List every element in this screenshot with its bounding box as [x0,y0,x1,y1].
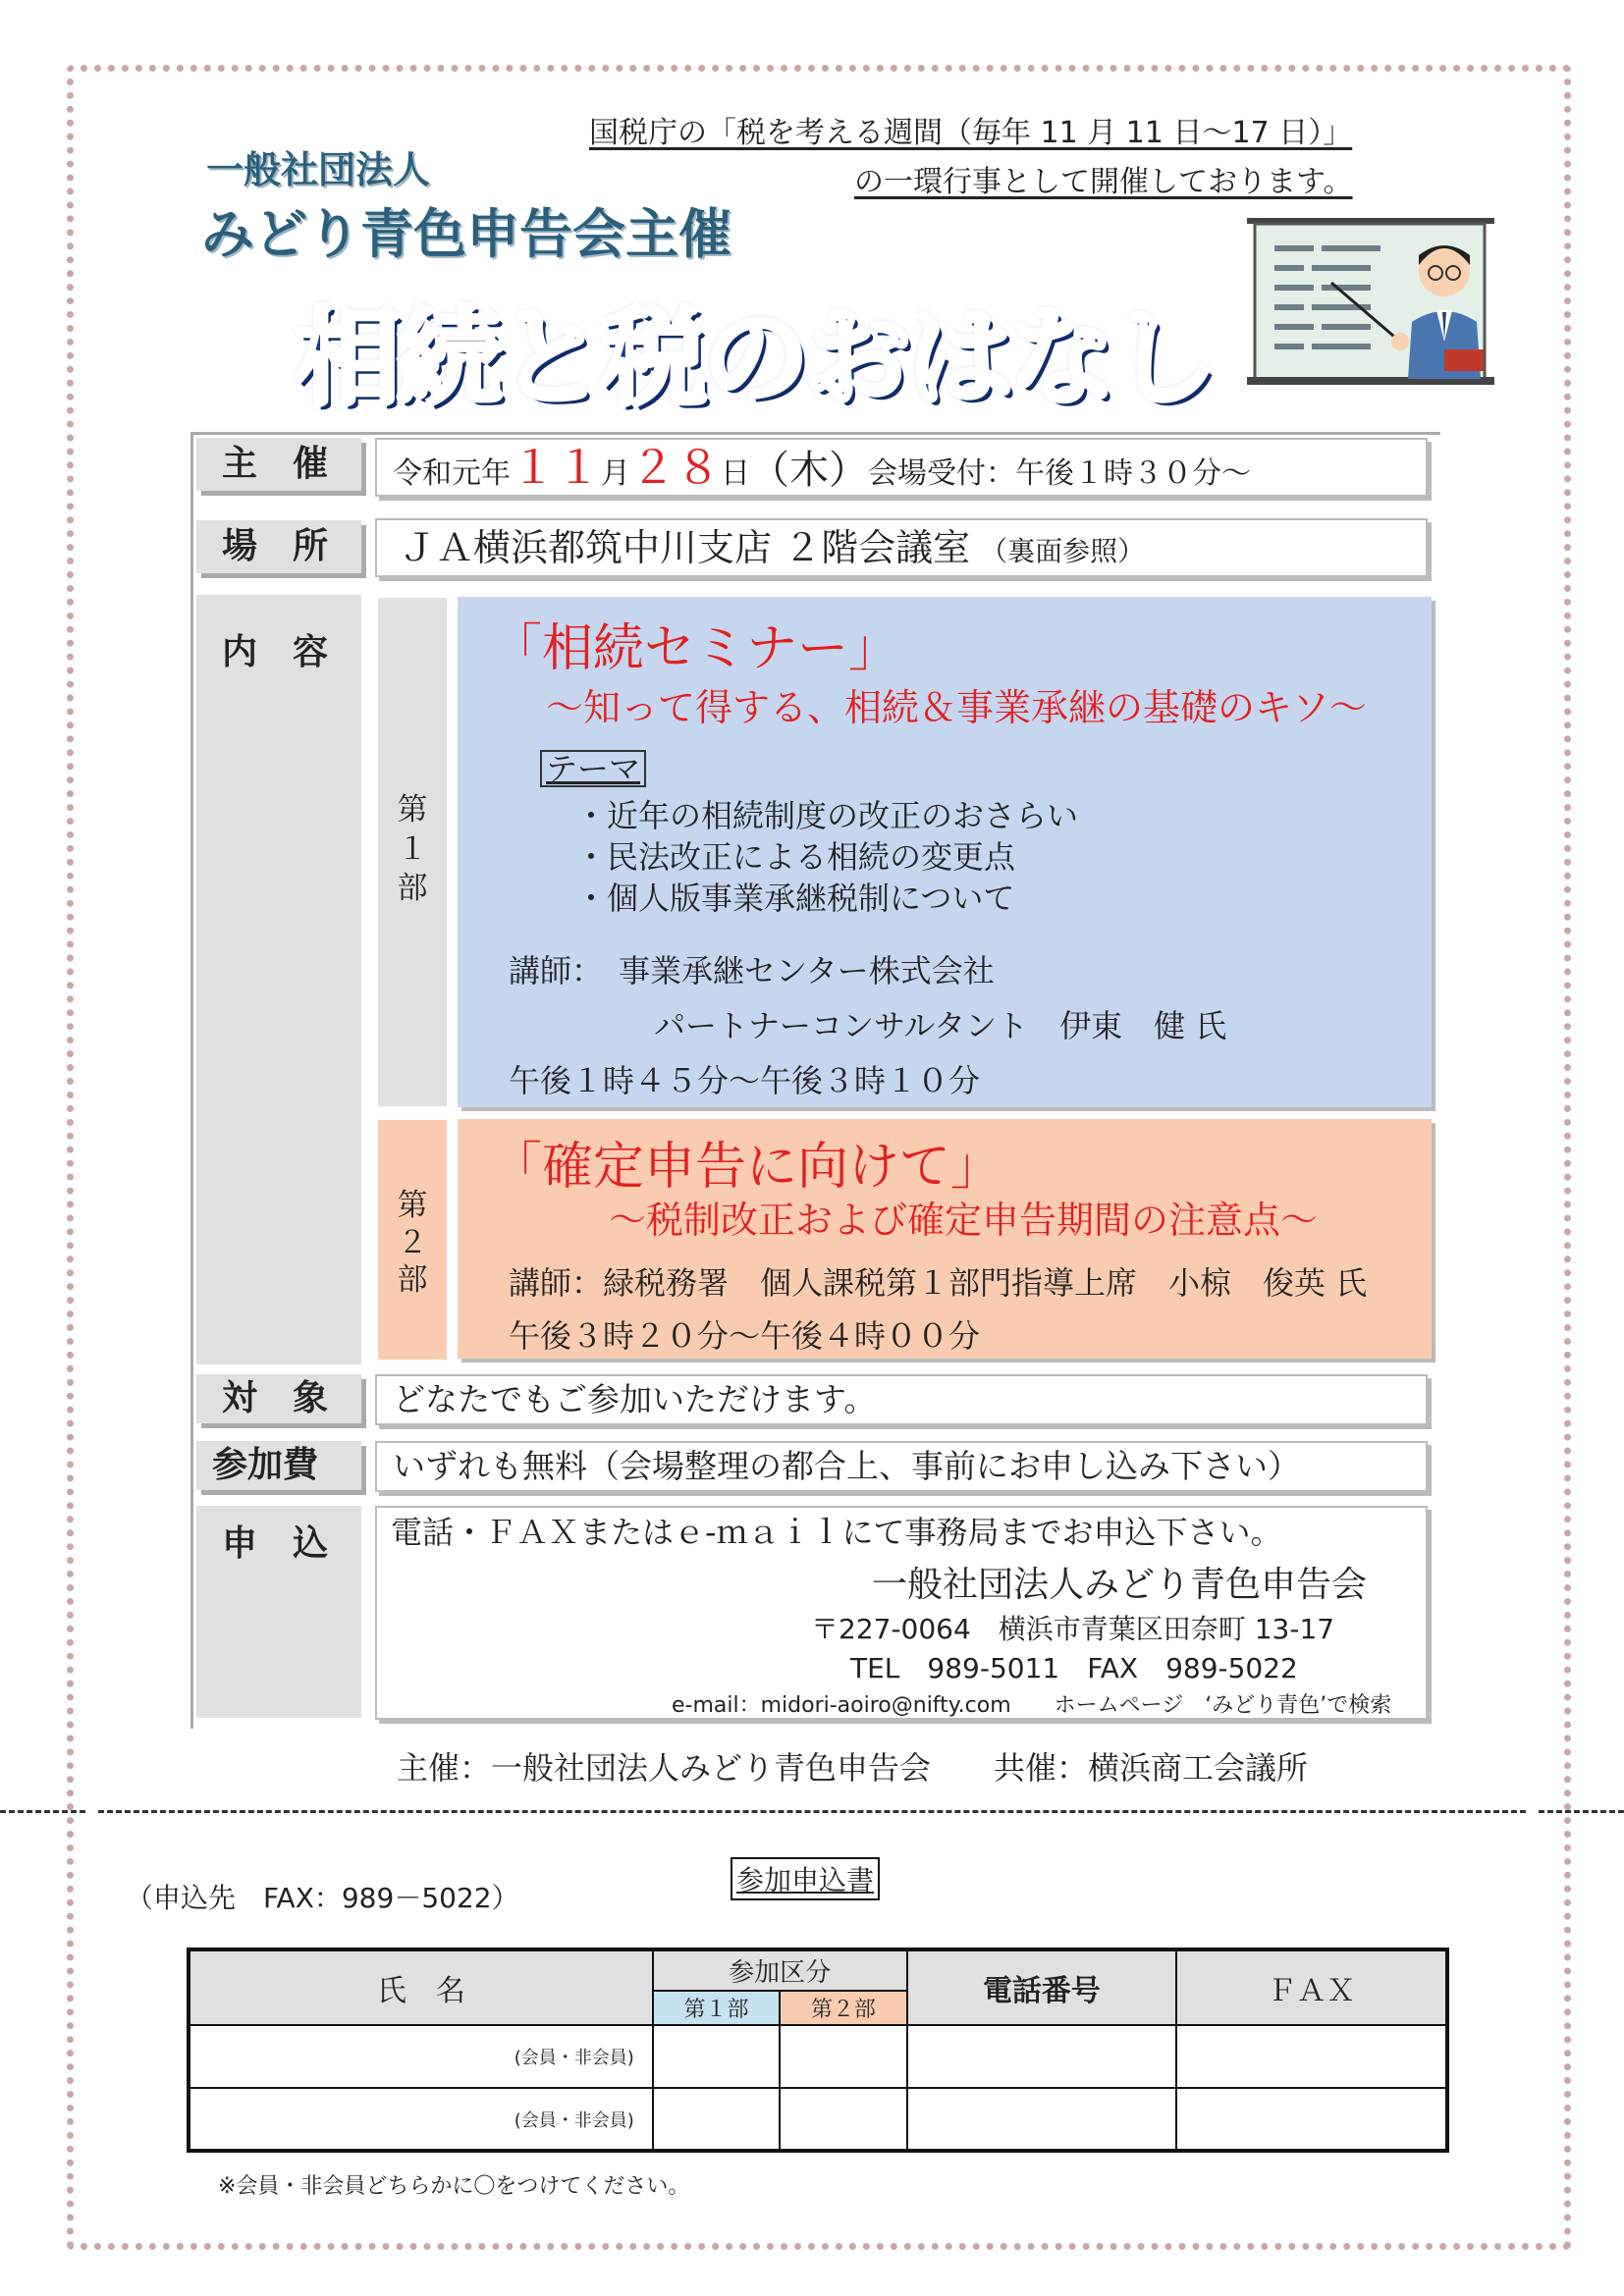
fax-field[interactable] [1176,2088,1447,2151]
apply-address: 〒227-0064 横浜市青葉区田奈町 13-17 [811,1613,1335,1645]
target-text: どなたでもご参加いただけます。 [375,1374,1428,1425]
form-title: 参加申込書 [731,1857,880,1900]
label-host: 主 催 [196,438,361,491]
part2-checkbox[interactable] [780,2088,906,2151]
form-footnote: ※会員・非会員どちらかに〇をつけてください。 [218,2174,690,2199]
part1-checkbox[interactable] [653,2088,780,2151]
part1-checkbox[interactable] [653,2025,780,2088]
label-fee: 参加費 [196,1441,361,1490]
phone-field[interactable] [907,2025,1177,2088]
apply-email: e-mail：midori-aoiro@nifty.com ホームページ ‘みどり青色’で検索 [672,1693,1392,1718]
part1-label-char: 第 [397,792,428,828]
form-destination: （申込先 FAX：989－5022） [126,1882,519,1914]
part2-label-char: 第 [397,1188,428,1223]
topic-item: ・個人版事業承継税制について [575,880,1015,917]
venue-name: ＪＡ横浜都筑中川支店 ２階会議室 [399,526,971,569]
application-table [187,1948,1449,2153]
weekday: （木） [750,448,868,493]
part2-lecturer: 講師：緑税務署 個人課税第１部門指導上席 小椋 俊英 氏 [509,1264,1368,1302]
part2-label [375,1117,450,1362]
part2-time: 午後３時２０分～午後４時００分 [509,1317,981,1355]
part1-lecturer-name: パートナーコンサルタント 伊東 健 氏 [654,1007,1227,1044]
notice-line-1: 国税庁の「税を考える週間（毎年 11 月 11 日～17 日）」 [589,116,1353,150]
month-value: １１ [511,441,601,494]
apply-phones: TEL 989-5011 FAX 989-5022 [850,1652,1298,1684]
phone-field[interactable] [907,2088,1177,2151]
cut-line-inner [98,1810,1526,1813]
notice-line-2: の一環行事として開催しております。 [854,165,1353,199]
organizer-type: 一般社団法人 [206,148,431,191]
part1-lecturer-company: 講師： 事業承継センター株式会社 [509,952,995,989]
part2-checkbox[interactable] [780,2025,906,2088]
header-part2: 第２部 [780,1991,906,2025]
name-field[interactable] [189,2025,653,2088]
venue-note: （裏面参照） [980,535,1146,567]
reception-time: 会場受付：午後１時３０分～ [868,456,1251,491]
day-value: ２８ [630,441,721,494]
member-option[interactable]: (会員・非会員) [514,2109,634,2131]
part1-label [375,595,450,1109]
topic-item: ・近年の相続制度の改正のおさらい [575,797,1079,834]
header-part1: 第１部 [653,1991,780,2025]
date-cell [375,438,1428,497]
label-target: 対 象 [196,1374,361,1423]
month-unit: 月 [601,456,630,491]
part2-subtitle: ～税制改正および確定申告期間の注意点～ [609,1199,1319,1242]
part1-time: 午後１時４５分～午後３時１０分 [509,1062,981,1099]
theme-label: テーマ [540,750,646,787]
page-title: 相続と税のおはなし [295,297,1215,420]
label-venue: 場 所 [196,520,361,573]
organizer-name: みどり青色申告会主催 [201,203,731,265]
part2-title: 「確定申告に向けて」 [491,1138,1002,1197]
name-field[interactable] [189,2088,653,2151]
part2-label-char: 部 [397,1262,428,1298]
date-prefix: 令和元年 [393,456,511,491]
fee-text: いずれも無料（会場整理の都合上、事前にお申し込み下さい） [375,1441,1428,1492]
part1-subtitle: ～知って得する、相続＆事業承継の基礎のキソ～ [546,686,1368,729]
header-name: 氏 名 [189,1949,653,2025]
part1-label-num: １ [397,831,428,867]
venue-cell [375,518,1428,577]
apply-text: 電話・ＦＡＸまたはｅ-ｍａｉｌにて事務局までお申込下さい。 [391,1514,1282,1551]
part1-title: 「相続セミナー」 [491,619,900,678]
member-option[interactable]: (会員・非会員) [514,2048,634,2068]
part2-label-num: ２ [397,1225,428,1260]
footer-organizers: 主催：一般社団法人みどり青色申告会 共催：横浜商工会議所 [397,1749,1309,1787]
topic-item: ・民法改正による相続の変更点 [575,838,1016,876]
header-category: 参加区分 [653,1949,907,1991]
apply-org: 一般社団法人みどり青色申告会 [872,1565,1368,1605]
label-content: 内 容 [196,595,361,1364]
label-apply: 申 込 [196,1506,361,1718]
header-fax: ＦＡＸ [1176,1949,1447,2025]
part1-label-char: 部 [397,871,428,906]
day-unit: 日 [721,456,750,491]
teacher-illustration-icon [1243,214,1506,397]
header-phone: 電話番号 [907,1949,1177,2025]
fax-field[interactable] [1176,2025,1447,2088]
